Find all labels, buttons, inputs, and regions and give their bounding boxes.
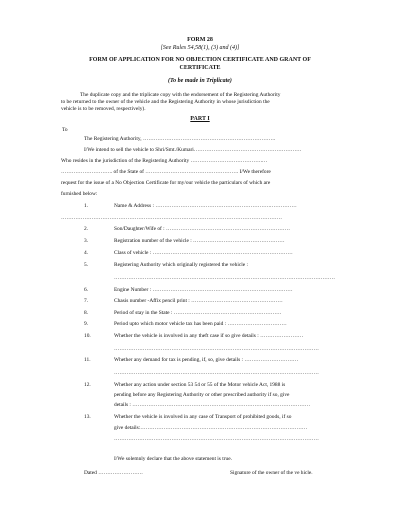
item-number: 3. — [84, 238, 89, 244]
request-line-2: furnished below: — [61, 191, 98, 197]
item-number: 4. — [84, 250, 89, 256]
triplicate-note: (To be made in Triplicate) — [168, 78, 232, 84]
item-continuation: pending before any Registering Authority or other prescribed authority if so, give — [114, 392, 290, 398]
item-text: Whether the vehicle is involved in any theft case if so give details : …………………… — [114, 333, 304, 339]
item-text: Whether any action under section 53 54 or 55 of the Motor vehicle Act, 1988 is — [114, 382, 286, 388]
item-continuation: …………………………………………………………………………………………………… — [114, 370, 319, 376]
item-number: 6. — [84, 287, 89, 293]
item-number: 10. — [84, 333, 91, 339]
item-text: Registration number of the vehicle : …………………………………………… — [114, 238, 285, 244]
item-text: Name & Address : ……………………………………………………….…………… — [114, 203, 297, 209]
resides-line: Who resides in the jurisdiction of the Registering Authority ………………………………….… — [61, 158, 268, 164]
item-continuation: …………………………………………………………………………………………………………… — [114, 275, 336, 281]
item-number: 11. — [84, 357, 91, 363]
item-number: 9. — [84, 321, 89, 327]
request-line-1: request for the issue of a No Objection Certificate for my/our vehicle the particulars of which are — [61, 180, 271, 186]
item-text: Period upto which motor vehicle tax has been paid : …………………………… — [114, 321, 287, 327]
form-rules-reference: [See Rules 54,58(1), (3) and (4)] — [160, 45, 240, 51]
registering-authority-line: The Registering Authority, ……………………………………………………………….. — [84, 136, 276, 142]
item-continuation: …………………………………………………………………………………………………… — [114, 436, 319, 442]
intro-line-1: The duplicate copy and the triplicate copy with the endorsement of the Registering Authority — [80, 92, 281, 98]
item-text: Whether any demand for tax is pending, if, so, give details : ………………………… — [114, 357, 299, 363]
item-continuation: details : ……………………………………………………………………………………… — [114, 402, 311, 408]
item-text: Period of stay in the State : …………………………………………………… — [114, 310, 282, 316]
intro-line-3: vehicle is to be removed, respectively). — [61, 106, 146, 112]
intend-sell-line: I/We intend to sell the vehicle to Shri/Smt./Kumari…………………………………………………… — [84, 147, 302, 153]
item-number: 2. — [84, 226, 89, 232]
item-number: 12. — [84, 382, 91, 388]
form-title-line2: CERTIFICATE — [179, 65, 221, 71]
item-text: Chasis number -Affix pencil print : …………………………………………… — [114, 298, 283, 304]
part-heading: PART I — [190, 116, 210, 122]
state-line: ……………………….. of the State of ……………………………………………. I/We therefore — [61, 169, 271, 175]
item-text: Registering Authority which originally registered the vehicle : — [114, 262, 248, 268]
item-number: 7. — [84, 298, 89, 304]
item-continuation: …………………………………………………………………………………………………………… — [61, 215, 283, 221]
item-text: Engine Number : …………………………………………………………………… — [114, 287, 293, 293]
item-continuation: …………………………………………………………………………………………………… — [114, 346, 319, 352]
item-text: Whether the vehicle is involved in any case of Transport of prohibited goods, if so — [114, 414, 292, 420]
owner-signature-line: Signature of the owner of the ve hicle. — [230, 470, 313, 476]
item-number: 8. — [84, 310, 89, 316]
item-number: 5. — [84, 262, 89, 268]
item-number: 1. — [84, 203, 89, 209]
item-number: 13. — [84, 414, 91, 420]
form-title-line1: FORM OF APPLICATION FOR NO OBJECTION CERTIFICATE AND GRANT OF — [89, 57, 311, 63]
form-number: FORM 28 — [187, 37, 213, 43]
item-text: Son/Daughter/Wife of : …………………………………………………………… — [114, 226, 291, 232]
intro-line-2: to be returned to the owner of the vehicle and the Registering Authority in whose jurisdiction the — [61, 99, 270, 105]
item-text: Class of vehicle : …………………………………………………………………… — [114, 250, 293, 256]
dated-field: Dated ……………………. — [84, 470, 143, 476]
item-continuation: give details:………………………………………………………………………………… — [114, 425, 308, 431]
declaration-statement: I/We solemnly declare that the above statement is true. — [114, 456, 232, 462]
to-label: To — [62, 127, 68, 133]
